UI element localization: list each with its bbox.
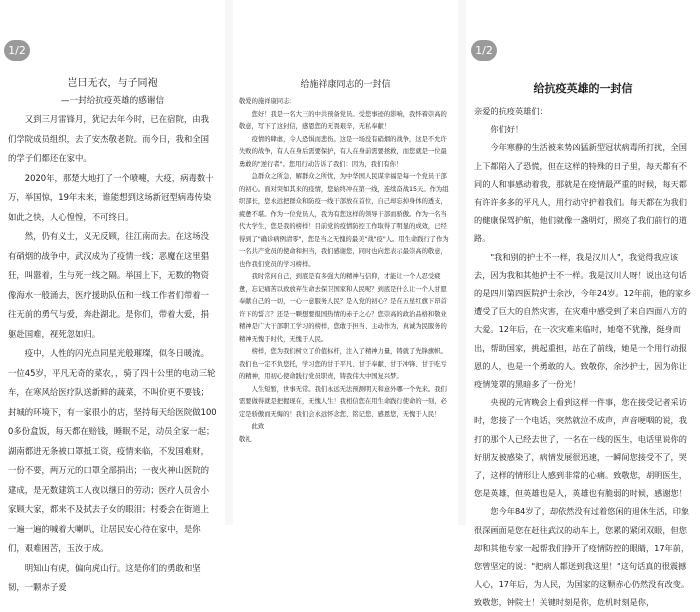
paragraph: 明知山有虎，偏向虎山行。这是你们的勇敢和坚韧，一颗赤子爱 [8, 562, 201, 592]
paragraph: "我和别的护士不一样，我是汉川人"，我觉得我应该去，因为我和其他护士不一样。我是汉川人呀！说出这句话的是四川第四医院护士余沙，今年24岁。12年前，他的家乡遭受了巨大的自然灾害，在灾难中感受到了来自四面八方的大爱。12年后，在一次灾难来临时，她毫不犹豫，挺身而出，帮助国家，挑起重担，站在了前线，她是一个用行动报恩的人，也是一个勇敢的人。致敬你，余沙护士，因为你让疫情笼罩的黑暗多了一份光！ [474, 251, 692, 390]
paragraph: 榜样，您为我们树立了价值标杆，注入了精神力量，铸就了先锋旗帜。我们也一定不负您托，学习您的甘于平凡、甘于奉献、甘于冲锋、甘于吃亏的精神，用初心使命践行党员职责，铸我伟大中国复兴梦。 [239, 348, 447, 380]
closing-line: 此致 [251, 423, 265, 430]
salutation: 亲爱的抗疫英雄们： [474, 106, 548, 116]
page-column-2 [233, 0, 458, 525]
paragraph: 疫中，人性的闪光点同星光般璀璨，似冬日暖流。一位45岁，平凡无奇的菜农，，骑了四十公里的电动三轮车，在寒风给医疗队送新鲜的蔬菜，不叫价更不要钱；封城的环境下，有一家很小的店，坚持每天给医院做1000多份盒饭，每天都在赔钱，睡眠不足，动员全家一起；湖南都进无条被口罩抵工资，疫情来临，不发国难财，一份不要，两万元的口罩全部捐出；一夜火神山医院的建成，是无数建筑工人夜以继日的劳动；医疗人员舍小家顾大家，都来不及拭去子女的眼泪；村委会在街道上一遍一遍的喊着大喇叭，让居民安心待在家中，是你们，艰难困苦，玉汝于成。 [8, 348, 217, 553]
closing-salute: 敬礼 [239, 435, 252, 443]
letter-title: 给施祥康同志的一封信 [300, 80, 391, 90]
page-column-3 [466, 0, 700, 608]
paragraph: 您今年84岁了，却依然没有过着悠闲的退休生活，印象很深画面是您在赶往武汉的动车上，您累的紧闭双眼，但您却和其他专家一起帮我们挣开了疫情防控的眼睛，17年前，您曾坚定的说："把病人都送到我这里！"这句话真的很震撼人心，17年后，为人民，为国家的这颗赤心仍然没有改变。致敬您，钟院士！关键时刻是你，危机时刻是你， [474, 506, 690, 608]
paragraph: 2020年，那楚大地打了一个喷嚏，大疫，病毒数十万，举国惊，19年末来，谁能想到这场新冠型病毒传染如此之快，人心惶惶，不可终日。 [8, 172, 214, 222]
paragraph: 央视的元宵晚会上看到这样一件事，您在接受记者采访时，您接了一个电话，突然就泣不成声，声音哽咽的说，我打的那个人已经去世了，一名在一线的医生，电话里说你的好朋友被感染了，病情发展很迅速，一瞬间您接受不了，哭了，这样的情形让人感到非常的心痛。致敬您，胡明医生，您是英雄，但英雄也是人，英雄也有脆弱的时候，感谢您！ [474, 397, 687, 499]
paragraph: 急群众之所急，解群众之所忧，为中华国人民谋幸福是每一个党员干部的初心。面对突如其来的疫情，您始终冲在第一线，连续奋战15天。作为组织部长，您永远把群众和防疫一线干部放在首位，自己却忘掉身体的透支，疲惫不堪。作为一位党员人，我为有您这样的领导干部而骄傲。作为一名当代大学生，您是我的榜样！目前党的疫情防控工作取得了明显的成效，已经得到了"确诊病例清零"，您是当之无愧的最美"战"疫"人。用生命践行了作为一名共产党员的使命和担当，我们感谢您，同时也向您表示最崇高的敬意，也作我们党员的学习榜样。 [239, 173, 449, 268]
paragraph: 我时常问自己，到底是有多强大的精神与信仰，才能让一个人忍受疲惫，忘记痛苦以致放弃生命去保卫国家和人民呢？到底是什么让一个人甘愿奉献自己的一切，一心一意服务人民？是入党的初心？是在五星红旗下昂首许下的誓言？还是一颗想要报国热情的赤子之心？您崇高的政治品格和敬业精神是广大干部职工学习的榜样，您敢于担当、主动作为，真诚为民服务的精神无愧于时代，无愧于人民。 [239, 273, 447, 343]
page-divider [458, 0, 466, 525]
paragraph: 又到三月雷锋月，犹记去年今时，已在宿院，由我们学院成员组织，去了安杰敬老院。而今日，我和全国的学子们都还在家中。 [8, 114, 210, 163]
page-divider [225, 0, 233, 525]
salutation: 敬爱的施祥康同志： [239, 98, 296, 105]
page-indicator: 1/2 [4, 40, 30, 61]
paragraph: 人生短暂，世事无常。我们永远无法预测明天和意外哪一个先来。我们需要做得就是把握现在，无愧人生！我相信您在用生命践行使命的一刻，必定是骄傲而无悔的！我们会永远怀念您、铭记您、感恩您，无愧于人民！ [239, 385, 447, 418]
letter-subtitle: —一封给抗疫英雄的感谢信 [60, 96, 165, 106]
paragraph: 今年寒静的生活被来势凶猛新型冠状病毒所打扰，全国上下都陷入了恐慌，但在这样的特殊的日子里，每天都有不同的人和事感动着我，那就是在疫情最严重的时候，每天都有许许多多的平凡人，用行动守护着我们。每天都在为我们的健康保驾护航，他们就像一盏明灯，照亮了我们前行的道路。 [474, 142, 687, 244]
greeting-line: 你们好！ [490, 124, 524, 135]
paragraph: 您好！我是一名大三的中共预备党员。受您事迹的影响，我怀着崇高的敬意，写下了这封信，感恩您的无畏艰辛，无私奉献！ [239, 110, 447, 130]
paragraph: 疫情的肆虐，令人恐惧而悲伤。这是一场没有硝烟的战争，这是不允许失败的战争，有人在身后需要保护，有人在身前需要拯救，而您就是一位最勇敢的"逆行者"。您用行动告诉了我们：因为，我们有你！ [239, 135, 447, 168]
page-column-1 [0, 0, 225, 592]
letter-title: 岂曰无衣，与子同袍 [67, 78, 158, 89]
letter-title: 给抗疫英雄的一封信 [533, 82, 633, 95]
paragraph: 然，仍有义士，义无反顾，往江南而去。在这场没有硝烟的战争中，武汉成为了疫情一线；恶魔在这里猖狂，叫嚣着，生与死一线之隔。举国上下，无数的物资像海水一般涌去，医疗援助队伍和一线工作者们带着一往无前的勇气与爱，奔赴湖北。是你们，带着大爱，捐躯赴国难，视死忽如归。 [8, 231, 210, 339]
page-indicator: 1/2 [471, 40, 497, 61]
